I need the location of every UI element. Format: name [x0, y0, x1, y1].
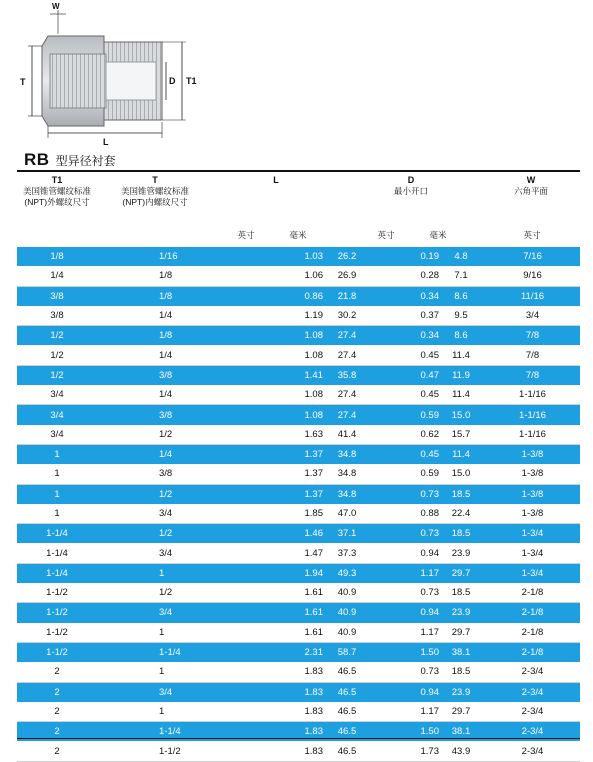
cell-t: 3/8: [97, 464, 291, 484]
table-row: [17, 306, 580, 326]
cell-w-inch: 1-3/4: [477, 524, 580, 544]
cell-l-mm: 30.2: [323, 306, 371, 326]
cell-d-inch: 0.45: [371, 345, 445, 365]
cell-t: 1-1/4: [97, 642, 291, 662]
cell-t1: 1: [17, 444, 97, 464]
cell-l-mm: 35.8: [323, 365, 371, 385]
fitting-drawing: [0, 0, 230, 150]
cell-l-mm: 46.5: [323, 702, 371, 722]
cell-d-inch: 0.62: [371, 425, 445, 445]
cell-l-inch: 1.83: [291, 722, 323, 742]
unit-w-inch: 英寸: [523, 230, 541, 240]
cell-t: 3/4: [97, 543, 291, 563]
cell-l-inch: 1.61: [291, 603, 323, 623]
header-l: [264, 175, 288, 186]
cell-t: 1/16: [97, 247, 291, 266]
cell-t: 1/2: [97, 583, 291, 603]
cell-t1: 1/2: [17, 365, 97, 385]
header-t: [112, 175, 198, 208]
cell-t1: 2: [17, 662, 97, 682]
bottom-rule: [17, 738, 580, 739]
cell-t: 1/8: [97, 266, 291, 286]
cell-w-inch: 2-3/4: [477, 662, 580, 682]
cell-w-inch: 1-3/8: [477, 464, 580, 484]
title-rule: [17, 170, 580, 172]
cell-d-inch: 0.47: [371, 365, 445, 385]
table-row: [17, 484, 580, 504]
cell-w-inch: 1-3/4: [477, 563, 580, 583]
cell-t: 1/2: [97, 524, 291, 544]
cell-t: 1/4: [97, 306, 291, 326]
cell-t: 1/8: [97, 286, 291, 306]
cell-l-inch: 1.83: [291, 741, 323, 761]
cell-l-inch: 1.37: [291, 464, 323, 484]
cell-l-inch: 1.61: [291, 623, 323, 643]
table-row: [17, 345, 580, 365]
cell-d-inch: 1.17: [371, 702, 445, 722]
cell-d-inch: 0.73: [371, 583, 445, 603]
cell-d-mm: 18.5: [445, 524, 477, 544]
table-row: [17, 326, 580, 346]
cell-t1: 3/4: [17, 405, 97, 425]
cell-t1: 1-1/2: [17, 623, 97, 643]
table-row: [17, 524, 580, 544]
cell-l-inch: 1.47: [291, 543, 323, 563]
label-w: W: [52, 2, 60, 11]
table-row: [17, 563, 580, 583]
table-row: [17, 286, 580, 306]
cell-w-inch: 7/16: [477, 247, 580, 266]
cell-d-inch: 0.37: [371, 306, 445, 326]
cell-t1: 3/8: [17, 306, 97, 326]
cell-t1: 1/8: [17, 247, 97, 266]
cell-l-mm: 27.4: [323, 326, 371, 346]
header-t-desc2: (NPT)内螺纹尺寸: [122, 197, 188, 207]
cell-d-mm: 29.7: [445, 563, 477, 583]
cell-l-inch: 1.03: [291, 247, 323, 266]
table-row: [17, 543, 580, 563]
cell-l-mm: 26.9: [323, 266, 371, 286]
cell-d-inch: 1.50: [371, 722, 445, 742]
header-t1-desc2: (NPT)外螺纹尺寸: [24, 197, 90, 207]
cell-l-mm: 40.9: [323, 623, 371, 643]
cell-d-mm: 15.7: [445, 425, 477, 445]
label-d: D: [169, 76, 176, 86]
cell-t1: 2: [17, 702, 97, 722]
cell-w-inch: 2-3/4: [477, 722, 580, 742]
cell-t: 1: [97, 702, 291, 722]
cell-d-inch: 1.17: [371, 623, 445, 643]
header-t-label: T: [152, 175, 158, 185]
unit-l-mm: 毫米: [289, 230, 307, 240]
table-row: [17, 464, 580, 484]
header-d-label: D: [407, 175, 415, 185]
table-row: [17, 365, 580, 385]
cell-w-inch: 1-1/16: [477, 425, 580, 445]
table-row: [17, 682, 580, 702]
cell-t1: 1-1/4: [17, 543, 97, 563]
cell-l-inch: 1.08: [291, 345, 323, 365]
cell-l-mm: 46.5: [323, 722, 371, 742]
table-row: [17, 702, 580, 722]
cell-d-mm: 11.4: [445, 385, 477, 405]
cell-d-mm: 18.5: [445, 583, 477, 603]
unit-l-inch: 英寸: [237, 230, 255, 240]
cell-l-mm: 46.5: [323, 682, 371, 702]
cell-t1: 1/2: [17, 326, 97, 346]
table-row: [17, 444, 580, 464]
cell-d-mm: 29.7: [445, 702, 477, 722]
cell-d-mm: 11.9: [445, 365, 477, 385]
cell-t: 1-1/2: [97, 741, 291, 761]
label-t: T: [20, 77, 26, 87]
cell-d-inch: 0.45: [371, 444, 445, 464]
cell-t: 3/4: [97, 504, 291, 524]
cell-w-inch: 9/16: [477, 266, 580, 286]
cell-l-inch: 1.85: [291, 504, 323, 524]
cell-d-mm: 9.5: [445, 306, 477, 326]
cell-t1: 2: [17, 722, 97, 742]
table-row: [17, 405, 580, 425]
cell-t: 1/4: [97, 444, 291, 464]
internal-thread: [50, 54, 106, 108]
cell-l-inch: 0.86: [291, 286, 323, 306]
cell-l-mm: 34.8: [323, 484, 371, 504]
cell-w-inch: 7/8: [477, 365, 580, 385]
cell-w-inch: 2-1/8: [477, 583, 580, 603]
cell-l-inch: 2.31: [291, 642, 323, 662]
cell-l-inch: 1.08: [291, 326, 323, 346]
header-t1-desc1: 美国锥管螺纹标准: [22, 186, 91, 196]
cell-d-mm: 38.1: [445, 722, 477, 742]
cell-l-inch: 1.19: [291, 306, 323, 326]
cell-t1: 1-1/2: [17, 642, 97, 662]
cell-l-inch: 1.37: [291, 484, 323, 504]
cell-l-inch: 1.08: [291, 405, 323, 425]
cell-d-inch: 0.59: [371, 464, 445, 484]
cell-t1: 3/8: [17, 286, 97, 306]
cell-l-mm: 46.5: [323, 662, 371, 682]
cell-d-mm: 8.6: [445, 286, 477, 306]
cell-t: 3/8: [97, 365, 291, 385]
bore: [106, 62, 156, 100]
cell-d-inch: 0.34: [371, 286, 445, 306]
cell-t1: 1-1/4: [17, 524, 97, 544]
cell-w-inch: 1-3/4: [477, 543, 580, 563]
cell-w-inch: 7/8: [477, 326, 580, 346]
header-t1: [17, 175, 97, 208]
cell-w-inch: 1-3/8: [477, 504, 580, 524]
label-l: L: [103, 137, 109, 147]
table-row: [17, 266, 580, 286]
cell-l-inch: 1.63: [291, 425, 323, 445]
section-title: [24, 150, 116, 170]
cell-l-inch: 1.37: [291, 444, 323, 464]
table-row: [17, 642, 580, 662]
cell-w-inch: 2-1/8: [477, 603, 580, 623]
cell-d-mm: 7.1: [445, 266, 477, 286]
cell-l-mm: 40.9: [323, 583, 371, 603]
cell-l-inch: 1.83: [291, 662, 323, 682]
cell-t1: 3/4: [17, 425, 97, 445]
cell-t1: 1: [17, 464, 97, 484]
cell-d-mm: 18.5: [445, 484, 477, 504]
cell-d-inch: 0.73: [371, 662, 445, 682]
table-row: [17, 662, 580, 682]
cell-l-mm: 37.1: [323, 524, 371, 544]
cell-d-inch: 0.59: [371, 405, 445, 425]
cell-t: 3/4: [97, 682, 291, 702]
cell-t: 1/2: [97, 425, 291, 445]
cell-l-mm: 41.4: [323, 425, 371, 445]
cell-d-mm: 23.9: [445, 603, 477, 623]
header-l-label: L: [273, 175, 279, 185]
title-text: 型异径衬套: [55, 154, 116, 168]
cell-t1: 1-1/4: [17, 563, 97, 583]
cell-l-mm: 34.8: [323, 444, 371, 464]
cell-t1: 1-1/2: [17, 583, 97, 603]
cell-d-inch: 0.73: [371, 484, 445, 504]
cell-w-inch: 1-1/16: [477, 385, 580, 405]
cell-t1: 1-1/2: [17, 603, 97, 623]
cell-d-inch: 0.73: [371, 524, 445, 544]
cell-l-mm: 26.2: [323, 247, 371, 266]
cell-l-inch: 1.83: [291, 682, 323, 702]
header-t1-label: T1: [51, 175, 63, 185]
cell-t: 1/8: [97, 326, 291, 346]
cell-d-mm: 43.9: [445, 741, 477, 761]
spec-table: [17, 247, 580, 762]
cell-l-mm: 21.8: [323, 286, 371, 306]
cell-w-inch: 7/8: [477, 345, 580, 365]
cell-w-inch: 1-3/8: [477, 444, 580, 464]
cell-d-inch: 0.34: [371, 326, 445, 346]
cell-d-mm: 23.9: [445, 682, 477, 702]
cell-t1: 3/4: [17, 385, 97, 405]
table-row: [17, 247, 580, 266]
cell-l-inch: 1.41: [291, 365, 323, 385]
cell-w-inch: 1-3/8: [477, 484, 580, 504]
cell-d-inch: 0.94: [371, 543, 445, 563]
cell-d-mm: 15.0: [445, 464, 477, 484]
label-t1: T1: [186, 76, 197, 86]
cell-t: 1: [97, 662, 291, 682]
cell-l-inch: 1.06: [291, 266, 323, 286]
cell-t: 1/4: [97, 385, 291, 405]
cell-w-inch: 3/4: [477, 306, 580, 326]
cell-l-mm: 27.4: [323, 345, 371, 365]
header-t-desc1: 美国锥管螺纹标准: [120, 186, 189, 196]
cell-t1: 1/2: [17, 345, 97, 365]
cell-t: 1-1/4: [97, 722, 291, 742]
cell-t1: 1: [17, 504, 97, 524]
cell-l-mm: 40.9: [323, 603, 371, 623]
cell-w-inch: 1-1/16: [477, 405, 580, 425]
cell-d-inch: 0.45: [371, 385, 445, 405]
cell-t1: 1/4: [17, 266, 97, 286]
table-row: [17, 504, 580, 524]
cell-l-mm: 58.7: [323, 642, 371, 662]
table-row: [17, 741, 580, 761]
cell-l-mm: 47.0: [323, 504, 371, 524]
cell-d-inch: 0.94: [371, 682, 445, 702]
cell-l-inch: 1.46: [291, 524, 323, 544]
cell-t: 1/2: [97, 484, 291, 504]
cell-t: 3/4: [97, 603, 291, 623]
unit-d-inch: 英寸: [377, 230, 395, 240]
cell-l-inch: 1.08: [291, 385, 323, 405]
cell-d-mm: 38.1: [445, 642, 477, 662]
cell-l-inch: 1.61: [291, 583, 323, 603]
cell-l-mm: 34.8: [323, 464, 371, 484]
cell-d-mm: 11.4: [445, 444, 477, 464]
cell-t1: 1: [17, 484, 97, 504]
cell-t: 3/8: [97, 405, 291, 425]
cell-d-mm: 8.6: [445, 326, 477, 346]
cell-d-inch: 0.88: [371, 504, 445, 524]
header-w-label: W: [526, 175, 536, 185]
cell-t: 1/4: [97, 345, 291, 365]
cell-d-inch: 0.94: [371, 603, 445, 623]
cell-l-mm: 37.3: [323, 543, 371, 563]
cell-d-inch: 1.73: [371, 741, 445, 761]
cell-l-inch: 1.94: [291, 563, 323, 583]
title-code: RB: [24, 150, 50, 169]
cell-d-mm: 15.0: [445, 405, 477, 425]
table-row: [17, 385, 580, 405]
header-w: [500, 175, 562, 197]
cell-w-inch: 2-1/8: [477, 623, 580, 643]
table-row: [17, 603, 580, 623]
cell-t1: 2: [17, 682, 97, 702]
cell-w-inch: 2-3/4: [477, 702, 580, 722]
header-d: [378, 175, 444, 197]
cell-t: 1: [97, 563, 291, 583]
cell-w-inch: 2-3/4: [477, 682, 580, 702]
cell-t1: 2: [17, 741, 97, 761]
cell-t: 1: [97, 623, 291, 643]
cell-d-mm: 11.4: [445, 345, 477, 365]
cell-d-mm: 18.5: [445, 662, 477, 682]
cell-w-inch: 2-3/4: [477, 741, 580, 761]
cell-d-inch: 1.50: [371, 642, 445, 662]
cell-l-mm: 46.5: [323, 741, 371, 761]
cell-l-mm: 49.3: [323, 563, 371, 583]
cell-d-inch: 0.28: [371, 266, 445, 286]
cell-w-inch: 11/16: [477, 286, 580, 306]
cell-w-inch: 2-1/8: [477, 642, 580, 662]
table-row: [17, 583, 580, 603]
cell-l-inch: 1.83: [291, 702, 323, 722]
cell-d-mm: 23.9: [445, 543, 477, 563]
cell-l-mm: 27.4: [323, 385, 371, 405]
cell-d-inch: 1.17: [371, 563, 445, 583]
cell-l-mm: 27.4: [323, 405, 371, 425]
table-row: [17, 623, 580, 643]
cell-d-mm: 4.8: [445, 247, 477, 266]
cell-d-mm: 22.4: [445, 504, 477, 524]
cell-d-mm: 29.7: [445, 623, 477, 643]
cell-d-inch: 0.19: [371, 247, 445, 266]
header-w-desc1: 六角平面: [513, 186, 548, 196]
table-row: [17, 425, 580, 445]
header-d-desc1: 最小开口: [393, 186, 428, 196]
unit-d-mm: 毫米: [429, 230, 447, 240]
